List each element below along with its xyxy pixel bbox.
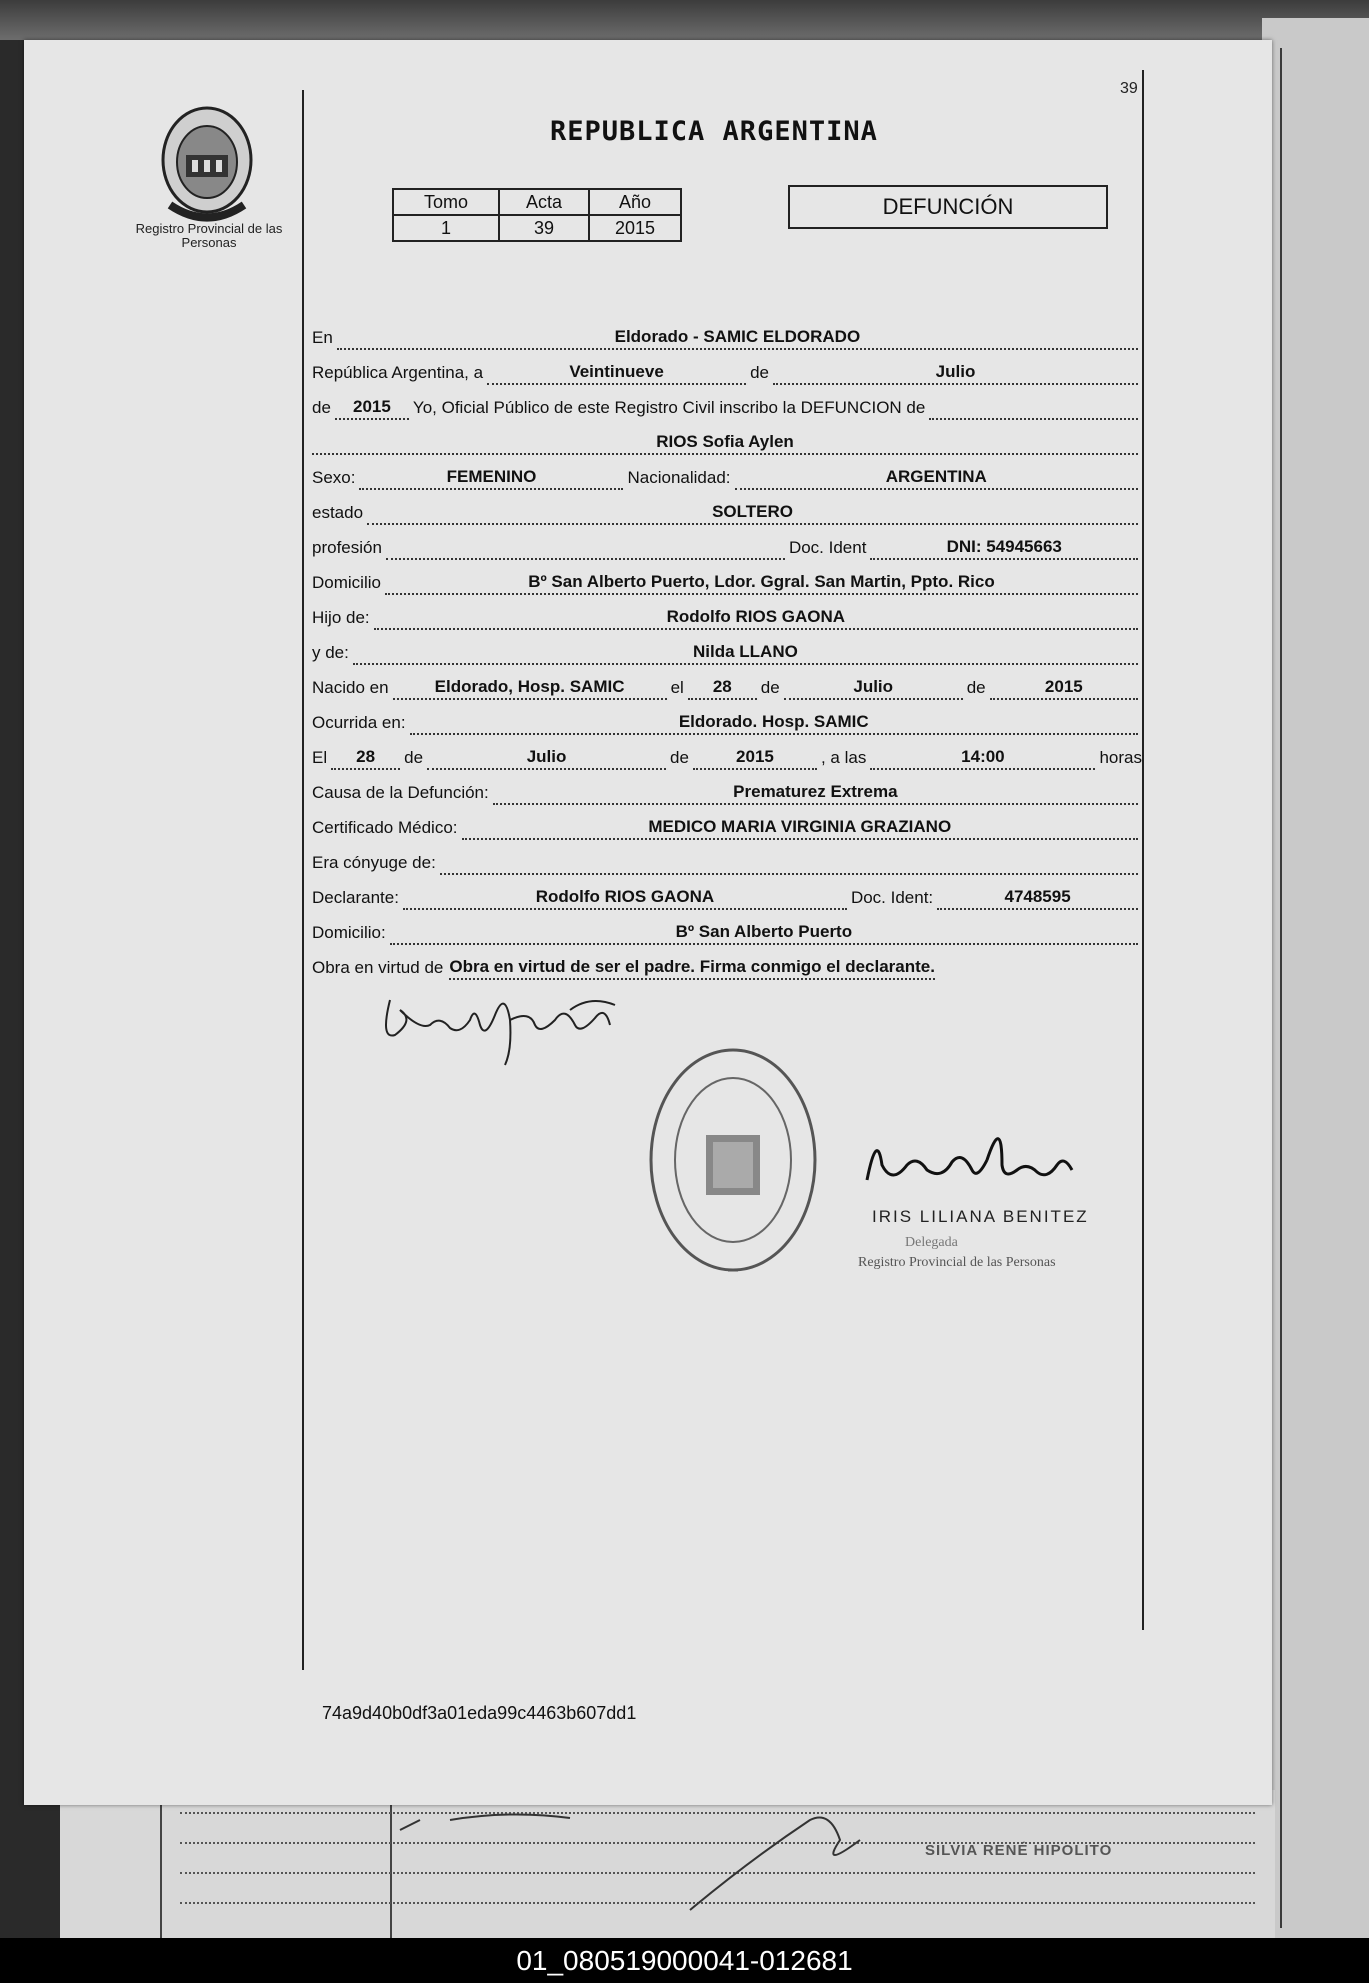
row-ocurrida bbox=[312, 705, 1142, 735]
row-hijo bbox=[312, 600, 1142, 630]
official-org: Registro Provincial de las Personas bbox=[858, 1255, 1056, 1270]
republica-label: República Argentina, a bbox=[312, 363, 484, 382]
header-tomo: Tomo bbox=[393, 189, 499, 215]
death-month: Julio bbox=[427, 747, 666, 770]
footer-id: 01_080519000041-012681 bbox=[516, 1945, 853, 1976]
official-seal-icon bbox=[638, 1040, 828, 1280]
conyuge-label: Era cónyuge de: bbox=[312, 853, 436, 872]
register-table bbox=[392, 188, 682, 242]
row-conyuge bbox=[312, 845, 1142, 875]
declarante-doc-value: 4748595 bbox=[937, 887, 1138, 910]
sexo-label: Sexo: bbox=[312, 468, 356, 487]
yde-value: Nilda LLANO bbox=[353, 642, 1138, 665]
registry-label: Registro Provincial de las Personas bbox=[135, 221, 283, 250]
causa-label: Causa de la Defunción: bbox=[312, 783, 489, 802]
row-sexo bbox=[312, 460, 1142, 490]
scan-top-edge bbox=[0, 0, 1369, 40]
underlying-page bbox=[60, 1790, 1275, 1938]
row-en bbox=[312, 320, 1142, 350]
document-title: REPUBLICA ARGENTINA bbox=[550, 116, 878, 147]
de-label: de bbox=[750, 363, 769, 382]
obra-label: Obra en virtud de bbox=[312, 958, 444, 977]
row-estado bbox=[312, 495, 1142, 525]
folio-number: 39 bbox=[1120, 80, 1138, 97]
profesion-value bbox=[386, 557, 785, 560]
doc-label: Doc. Ident bbox=[788, 538, 867, 557]
birth-day: 28 bbox=[688, 677, 757, 700]
row-deceased bbox=[312, 425, 1142, 455]
de-birth-month-label: de bbox=[760, 678, 780, 697]
row-causa bbox=[312, 775, 1142, 805]
en-value: Eldorado - SAMIC ELDORADO bbox=[337, 327, 1138, 350]
causa-value: Prematurez Extrema bbox=[493, 782, 1138, 805]
birth-month: Julio bbox=[784, 677, 963, 700]
nacionalidad-label: Nacionalidad: bbox=[627, 468, 731, 487]
declarante-label: Declarante: bbox=[312, 888, 399, 907]
row-profesion bbox=[312, 530, 1142, 560]
yde-label: y de: bbox=[312, 643, 349, 662]
death-day: 28 bbox=[331, 747, 400, 770]
declarante-doc-label: Doc. Ident: bbox=[850, 888, 934, 907]
cert-label: Certificado Médico: bbox=[312, 818, 458, 837]
el2-label: El bbox=[312, 748, 328, 767]
declarante-value: Rodolfo RIOS GAONA bbox=[403, 887, 847, 910]
right-rule bbox=[1142, 70, 1144, 1630]
death-year: 2015 bbox=[693, 747, 817, 770]
official-role: Delegada bbox=[905, 1235, 958, 1250]
domicilio2-label: Domicilio: bbox=[312, 923, 386, 942]
doc-value: DNI: 54945663 bbox=[870, 537, 1138, 560]
inscription-text: Yo, Oficial Público de este Registro Civil inscribo la DEFUNCION de bbox=[412, 398, 926, 417]
de-year-label: de bbox=[312, 398, 331, 417]
row-death-date bbox=[312, 740, 1142, 770]
row-republica bbox=[312, 355, 1142, 385]
nacido-value: Eldorado, Hosp. SAMIC bbox=[393, 677, 667, 700]
alas-label: , a las bbox=[820, 748, 867, 767]
record-type-box: DEFUNCIÓN bbox=[788, 185, 1108, 229]
underlying-signature-icon bbox=[390, 1800, 890, 1920]
scan-right-edge bbox=[1262, 18, 1369, 1938]
de-death-year-label: de bbox=[670, 748, 689, 767]
scan-footer bbox=[0, 1938, 1369, 1983]
header-acta: Acta bbox=[499, 189, 589, 215]
death-time: 14:00 bbox=[870, 747, 1095, 770]
document-hash: 74a9d40b0df3a01eda99c4463b607dd1 bbox=[322, 1703, 637, 1723]
cert-value: MEDICO MARIA VIRGINIA GRAZIANO bbox=[462, 817, 1138, 840]
hijo-label: Hijo de: bbox=[312, 608, 370, 627]
row-domicilio2 bbox=[312, 915, 1142, 945]
horas-label: horas bbox=[1099, 748, 1142, 767]
estado-label: estado bbox=[312, 503, 364, 522]
domicilio-value: Bº San Alberto Puerto, Ldor. Ggral. San Martin, Ppto. Rico bbox=[385, 572, 1138, 595]
underlying-stamp-text: SILVIA RENÉ HIPOLITO bbox=[925, 1842, 1113, 1859]
year-value: 2015 bbox=[335, 397, 409, 420]
row-domicilio bbox=[312, 565, 1142, 595]
nacionalidad-value: ARGENTINA bbox=[735, 467, 1139, 490]
el-label: el bbox=[670, 678, 684, 697]
row-nacido bbox=[312, 670, 1142, 700]
profesion-label: profesión bbox=[312, 538, 382, 557]
birth-year: 2015 bbox=[990, 677, 1138, 700]
ocurrida-value: Eldorado. Hosp. SAMIC bbox=[410, 712, 1138, 735]
header-ano: Año bbox=[589, 189, 681, 215]
inscription-blank bbox=[929, 417, 1138, 420]
deceased-name: RIOS Sofia Aylen bbox=[312, 432, 1138, 455]
declarant-signature-icon bbox=[360, 980, 660, 1090]
official-signature-icon bbox=[852, 1110, 1082, 1200]
row-certificado bbox=[312, 810, 1142, 840]
left-rule bbox=[302, 90, 304, 1670]
domicilio2-value: Bº San Alberto Puerto bbox=[390, 922, 1138, 945]
row-year-inscription bbox=[312, 390, 1142, 420]
row-declarante bbox=[312, 880, 1142, 910]
sexo-value: FEMENINO bbox=[359, 467, 623, 490]
en-label: En bbox=[312, 328, 333, 347]
day-text: Veintinueve bbox=[487, 362, 746, 385]
row-obra bbox=[312, 950, 1142, 980]
misiones-province-seal-icon bbox=[152, 100, 262, 240]
nacido-label: Nacido en bbox=[312, 678, 389, 697]
value-acta: 39 bbox=[499, 215, 589, 241]
month-text: Julio bbox=[773, 362, 1138, 385]
conyuge-value bbox=[440, 872, 1138, 875]
de-death-month-label: de bbox=[404, 748, 424, 767]
obra-value: Obra en virtud de ser el padre. Firma conmigo el declarante. bbox=[449, 957, 935, 980]
estado-value: SOLTERO bbox=[367, 502, 1138, 525]
domicilio-label: Domicilio bbox=[312, 573, 381, 592]
ocurrida-label: Ocurrida en: bbox=[312, 713, 406, 732]
value-tomo: 1 bbox=[393, 215, 499, 241]
row-yde bbox=[312, 635, 1142, 665]
official-name: IRIS LILIANA BENITEZ bbox=[872, 1207, 1089, 1226]
hijo-value: Rodolfo RIOS GAONA bbox=[374, 607, 1138, 630]
de-birth-year-label: de bbox=[966, 678, 986, 697]
value-ano: 2015 bbox=[589, 215, 681, 241]
